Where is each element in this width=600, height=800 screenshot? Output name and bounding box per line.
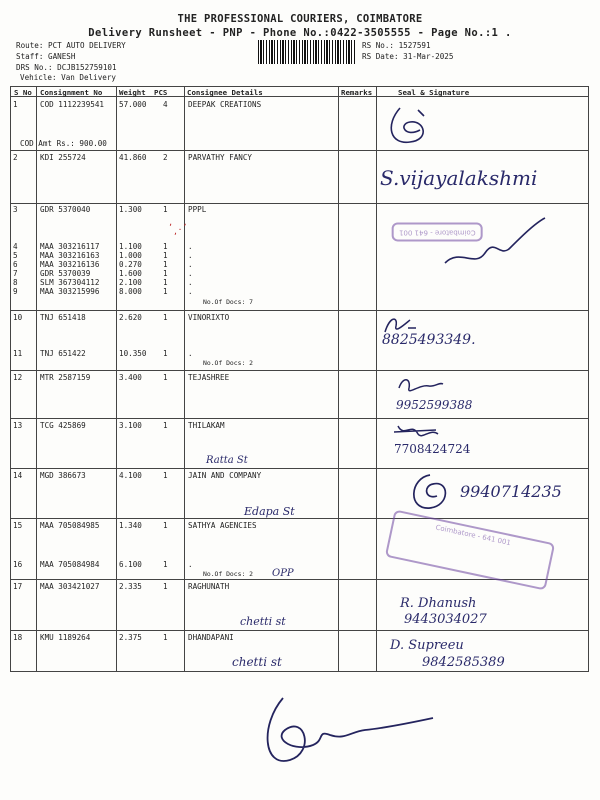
consignee-name: RAGHUNATH (188, 582, 230, 591)
consignment-no: MAA 303216136 (40, 260, 100, 269)
consignment-no: TNJ 651418 (40, 313, 86, 322)
row-divider (10, 150, 589, 151)
col-divider (338, 86, 339, 672)
phone-row12: 9952599388 (396, 398, 473, 412)
row-sno: 3 (13, 205, 18, 214)
row-sno: 5 (13, 251, 18, 260)
drs-label: DRS No.: DCJB152759101 (16, 63, 117, 72)
pcs: 1 (163, 269, 168, 278)
phone-row18: 9842585389 (422, 655, 505, 670)
col-header-pcs: PCS (154, 88, 168, 97)
row-sno: 9 (13, 287, 18, 296)
consignee-name: JAIN AND COMPANY (188, 471, 262, 480)
weight: 3.100 (119, 421, 142, 430)
staff-signature (255, 690, 435, 770)
phone-row14: 9940714235 (460, 482, 562, 501)
pcs: 1 (163, 205, 168, 214)
row-sno: 2 (13, 153, 18, 162)
rs-number: RS No.: 1527591 (362, 41, 431, 50)
consignment-no: TNJ 651422 (40, 349, 86, 358)
row-sno: 13 (13, 421, 23, 430)
pcs: 1 (163, 582, 168, 591)
barcode (258, 40, 355, 64)
weight: 2.375 (119, 633, 142, 642)
row-sno: 12 (13, 373, 23, 382)
pcs: 1 (163, 278, 168, 287)
seal-stamp-row15: Coimbatore - 641 001 (385, 509, 555, 590)
weight: 8.000 (119, 287, 142, 296)
pcs: 1 (163, 521, 168, 530)
row-sno: 14 (13, 471, 23, 480)
consignment-no: TCG 425869 (40, 421, 86, 430)
handwritten-remark: OPP (272, 568, 294, 579)
pcs: 1 (163, 242, 168, 251)
row-sno: 18 (13, 633, 23, 642)
weight: 57.000 (119, 100, 147, 109)
weight: 1.300 (119, 205, 142, 214)
consignee-dot: . (188, 260, 193, 269)
consignment-no: SLM 367304112 (40, 278, 100, 287)
col-header-seal-signature: Seal & Signature (398, 88, 470, 97)
weight: 3.400 (119, 373, 142, 382)
row-divider (10, 310, 589, 311)
staff-label: Staff: GANESH (16, 52, 76, 61)
row-divider (10, 418, 589, 419)
weight: 6.100 (119, 560, 142, 569)
docs-count: No.Of Docs: 2 (203, 570, 254, 578)
consignee-dot: . (188, 242, 193, 251)
col-header-consignment: Consignment No (40, 88, 103, 97)
docs-count: No.Of Docs: 7 (203, 298, 254, 306)
pcs: 1 (163, 349, 168, 358)
pcs: 1 (163, 251, 168, 260)
signature-row1 (380, 100, 450, 150)
row-divider (10, 630, 589, 631)
consignee-dot: . (188, 349, 193, 358)
consignee-name: TEJASHREE (188, 373, 230, 382)
signature-row18: D. Supreeu (390, 638, 464, 653)
consignee-dot: . (188, 278, 193, 287)
pcs: 1 (163, 560, 168, 569)
rs-date: RS Date: 31-Mar-2025 (362, 52, 454, 61)
consignee-name: THILAKAM (188, 421, 225, 430)
weight: 1.340 (119, 521, 142, 530)
consignee-name: PARVATHY FANCY (188, 153, 253, 162)
consignee-dot: . (188, 560, 193, 569)
phone-row17: 9443034027 (404, 612, 487, 627)
col-header-weight: Weight (119, 88, 146, 97)
pcs: 1 (163, 287, 168, 296)
consignee-dot: . (188, 251, 193, 260)
pcs: 1 (163, 421, 168, 430)
pcs: 2 (163, 153, 168, 162)
row-divider (10, 370, 589, 371)
row-divider (10, 518, 589, 519)
signature-row2: S.vijayalakshmi (380, 166, 538, 190)
weight: 1.100 (119, 242, 142, 251)
handwritten-remark: chetti st (240, 615, 286, 628)
consignee-name: DEEPAK CREATIONS (188, 100, 262, 109)
consignment-no: MAA 303215996 (40, 287, 100, 296)
cod-amount: COD Amt Rs.: 900.00 (20, 139, 107, 148)
pcs: 4 (163, 100, 168, 109)
signature-row14 (405, 470, 455, 515)
consignment-no: KDI 255724 (40, 153, 86, 162)
col-header-consignee: Consignee Details (187, 88, 263, 97)
row-divider (10, 203, 589, 204)
consignee-name: VINORIXTO (188, 313, 230, 322)
row-sno: 1 (13, 100, 18, 109)
seal-stamp-row3: Coimbatore - 641 001 (392, 222, 483, 241)
row-sno: 11 (13, 349, 23, 358)
handwritten-remark: chetti st (232, 655, 282, 669)
row-sno: 10 (13, 313, 23, 322)
consignee-dot: . (188, 269, 193, 278)
pcs: 1 (163, 471, 168, 480)
col-divider (376, 86, 377, 672)
row-divider (10, 468, 589, 469)
tick-marks: ʼ .ʼ ʼ (168, 223, 188, 241)
runsheet-subtitle: Delivery Runsheet - PNP - Phone No.:0422-3505555 - Page No.:1 . (88, 27, 512, 39)
consignment-no: KMU 1189264 (40, 633, 91, 642)
handwritten-remark: Ratta St (206, 455, 248, 466)
weight: 4.100 (119, 471, 142, 480)
weight: 2.620 (119, 313, 142, 322)
row-sno: 15 (13, 521, 23, 530)
phone-row13: 7708424724 (394, 442, 471, 456)
col-header-remarks: Remarks (341, 88, 373, 97)
col-divider (116, 86, 117, 672)
consignee-name: PPPL (188, 205, 207, 214)
row-sno: 7 (13, 269, 18, 278)
row-sno: 6 (13, 260, 18, 269)
weight: 10.350 (119, 349, 147, 358)
consignment-no: GDR 5370039 (40, 269, 91, 278)
weight: 1.600 (119, 269, 142, 278)
weight: 2.335 (119, 582, 142, 591)
consignment-no: MGD 386673 (40, 471, 86, 480)
col-divider (184, 86, 185, 672)
phone-row10: 8825493349. (382, 332, 476, 348)
consignment-no: GDR 5370040 (40, 205, 91, 214)
pcs: 1 (163, 260, 168, 269)
col-divider (36, 86, 37, 672)
consignee-name: SATHYA AGENCIES (188, 521, 257, 530)
pcs: 1 (163, 633, 168, 642)
handwritten-remark: Edapa St (244, 505, 295, 518)
row-sno: 8 (13, 278, 18, 287)
weight: 2.100 (119, 278, 142, 287)
consignment-no: MAA 303421027 (40, 582, 100, 591)
consignment-no: MTR 2587159 (40, 373, 91, 382)
consignment-no: MAA 705084984 (40, 560, 100, 569)
signature-row13 (392, 420, 442, 442)
pcs: 1 (163, 313, 168, 322)
weight: 1.000 (119, 251, 142, 260)
consignee-name: DHANDAPANI (188, 633, 234, 642)
signature-row17: R. Dhanush (400, 596, 477, 611)
signature-row3 (440, 218, 550, 278)
col-header-sno: S No (14, 88, 32, 97)
row-sno: 4 (13, 242, 18, 251)
consignment-no: COD 1112239541 (40, 100, 105, 109)
docs-count: No.Of Docs: 2 (203, 359, 254, 367)
row-sno: 16 (13, 560, 23, 569)
pcs: 1 (163, 373, 168, 382)
weight: 0.270 (119, 260, 142, 269)
consignment-no: MAA 705084985 (40, 521, 100, 530)
row-sno: 17 (13, 582, 23, 591)
route-label: Route: PCT AUTO DELIVERY (16, 41, 126, 50)
consignee-dot: . (188, 287, 193, 296)
signature-row12 (395, 374, 445, 398)
company-title: THE PROFESSIONAL COURIERS, COIMBATORE (177, 13, 423, 25)
consignment-no: MAA 303216163 (40, 251, 100, 260)
vehicle-label: Vehicle: Van Delivery (20, 73, 117, 82)
consignment-no: MAA 303216117 (40, 242, 100, 251)
weight: 41.860 (119, 153, 147, 162)
